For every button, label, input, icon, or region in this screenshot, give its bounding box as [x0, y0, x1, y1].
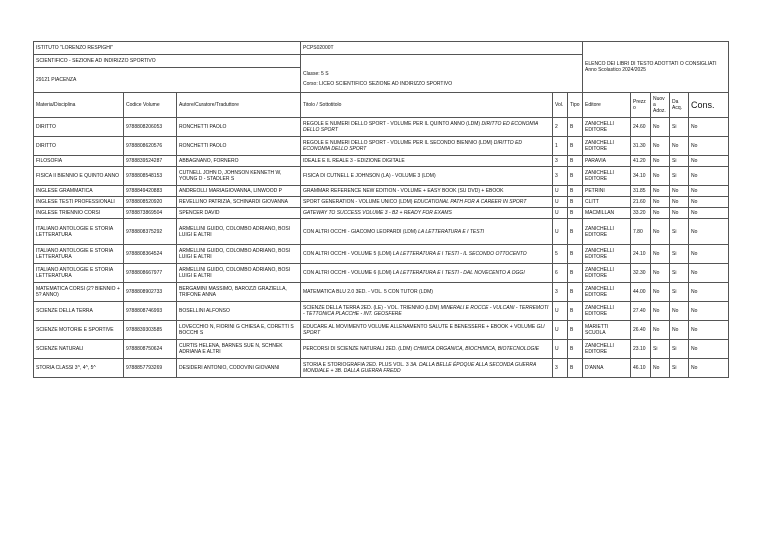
cell-publisher: ZANICHELLI EDITORE	[583, 118, 631, 137]
cell-code: 9788808746993	[124, 302, 177, 321]
col-type: Tipo	[568, 93, 583, 118]
cell-new: No	[651, 186, 670, 197]
cell-buy: Si	[670, 156, 689, 167]
cell-buy: Si	[670, 245, 689, 264]
cell-author: ABBAGNANO, FORNERO	[177, 156, 301, 167]
cell-price: 44.00	[631, 283, 651, 302]
cell-title	[301, 245, 553, 264]
header-row-1	[34, 42, 729, 55]
table-row	[34, 208, 729, 219]
cell-title	[301, 137, 553, 156]
cell-new: No	[651, 245, 670, 264]
cell-publisher: ZANICHELLI EDITORE	[583, 302, 631, 321]
cell-type: B	[568, 283, 583, 302]
cell-publisher: ZANICHELLI EDITORE	[583, 137, 631, 156]
cell-cons: No	[689, 245, 729, 264]
col-buy: Da Acq.	[670, 93, 689, 118]
subtitle-text: DIRITTO ED ECONOMIA DELLO SPORT	[303, 140, 523, 152]
cell-cons: No	[689, 156, 729, 167]
cell-price: 34.10	[631, 167, 651, 186]
cell-new: No	[651, 118, 670, 137]
cell-publisher: D'ANNA	[583, 359, 631, 378]
subtitle-text: LA LETTERATURA E I TESTI - IL SECONDO OTTOCENTO	[392, 251, 527, 257]
cell-author: REVELLINO PATRIZIA, SCHINARDI GIOVANNA	[177, 197, 301, 208]
cell-buy: No	[670, 302, 689, 321]
cell-publisher: MARIETTI SCUOLA	[583, 321, 631, 340]
cell-new: Si	[651, 340, 670, 359]
title-text: REGOLE E NUMERI DELLO SPORT - VOLUME PER IL QUINTO ANNO (LDM)	[303, 121, 481, 127]
cell-buy: Si	[670, 283, 689, 302]
cell-author: DESIDERI ANTONIO, CODOVINI GIOVANNI	[177, 359, 301, 378]
cell-cons: No	[689, 340, 729, 359]
cell-vol: 6	[553, 264, 568, 283]
cell-publisher: MACMILLAN	[583, 208, 631, 219]
cell-cons: No	[689, 118, 729, 137]
class-label: Classe: 5 S	[303, 70, 329, 77]
book-list-table	[33, 41, 729, 378]
cell-vol: U	[553, 197, 568, 208]
cell-type: B	[568, 264, 583, 283]
table-row	[34, 264, 729, 283]
cell-title	[301, 321, 553, 340]
cell-cons: No	[689, 219, 729, 245]
col-subject: Materia/Disciplina	[34, 93, 124, 118]
table-row	[34, 321, 729, 340]
cell-subject: STORIA CLASSI 3^, 4^, 5^	[34, 359, 124, 378]
cell-cons: No	[689, 208, 729, 219]
cell-cons: No	[689, 321, 729, 340]
title-text: SCIENZE DELLA TERRA 2ED. (LE) - VOL. TRIENNIO (LDM)	[303, 305, 440, 311]
cell-buy: No	[670, 208, 689, 219]
cell-code: 9788839303585	[124, 321, 177, 340]
cell-code: 9788808364524	[124, 245, 177, 264]
cell-subject: ITALIANO ANTOLOGIE E STORIA LETTERATURA	[34, 245, 124, 264]
list-title: ELENCO DEI LIBRI DI TESTO ADOTTATI O CONSIGLIATI	[585, 61, 717, 67]
cell-price: 7.80	[631, 219, 651, 245]
title-text: CON ALTRI OCCHI - VOLUME 5 (LDM)	[303, 251, 392, 257]
cell-author: ARMELLINI GUIDO, COLOMBO ADRIANO, BOSI LUIGI E ALTRI	[177, 219, 301, 245]
subtitle-text: LA LETTERATURA E I TESTI	[418, 228, 485, 235]
cell-publisher: ZANICHELLI EDITORE	[583, 283, 631, 302]
title-text: MATEMATICA BLU 2.0 3ED. - VOL. 5 CON TUTOR (LDM)	[303, 289, 433, 295]
cell-vol: 3	[553, 156, 568, 167]
cell-price: 33.20	[631, 208, 651, 219]
col-code: Codice Volume	[124, 93, 177, 118]
cell-subject: DIRITTO	[34, 137, 124, 156]
cell-subject: ITALIANO ANTOLOGIE E STORIA LETTERATURA	[34, 219, 124, 245]
cell-title	[301, 208, 553, 219]
cell-author: ARMELLINI GUIDO, COLOMBO ADRIANO, BOSI LUIGI E ALTRI	[177, 264, 301, 283]
cell-buy: Si	[670, 340, 689, 359]
cell-author: SPENCER DAVID	[177, 208, 301, 219]
cell-buy: No	[670, 321, 689, 340]
cell-type: B	[568, 197, 583, 208]
cell-cons: No	[689, 264, 729, 283]
cell-code: 9788808520920	[124, 197, 177, 208]
cell-cons: No	[689, 186, 729, 197]
cell-new: No	[651, 167, 670, 186]
cell-publisher: PARAVIA	[583, 156, 631, 167]
cell-subject: FISICA II BIENNIO E QUINTO ANNO	[34, 167, 124, 186]
cell-type: B	[568, 118, 583, 137]
cell-type: B	[568, 321, 583, 340]
title-text: PERCORSI DI SCIENZE NATURALI 2ED. (LDM)	[303, 346, 413, 352]
cell-code: 9788808375292	[124, 219, 177, 245]
col-publisher: Editore	[583, 93, 631, 118]
school-name: ISTITUTO "LORENZO RESPIGHI"	[34, 42, 301, 55]
cell-vol: 1	[553, 137, 568, 156]
subtitle-text: MINERALI E ROCCE - VULCANI - TERREMOTI - TETTONICA PLACCHE - INT. GEOSFERE	[303, 305, 549, 317]
cell-new: No	[651, 137, 670, 156]
subtitle-text: GLI SPORT	[303, 324, 545, 336]
cell-price: 27.40	[631, 302, 651, 321]
cell-author: ARMELLINI GUIDO, COLOMBO ADRIANO, BOSI LUIGI E ALTRI	[177, 245, 301, 264]
cell-cons: No	[689, 302, 729, 321]
cell-new: No	[651, 208, 670, 219]
cell-cons: No	[689, 359, 729, 378]
cell-vol: U	[553, 302, 568, 321]
cell-title	[301, 197, 553, 208]
cell-price: 21.60	[631, 197, 651, 208]
cell-publisher: ZANICHELLI EDITORE	[583, 219, 631, 245]
cell-type: B	[568, 245, 583, 264]
cell-type: B	[568, 167, 583, 186]
cell-price: 32.30	[631, 264, 651, 283]
table-row	[34, 137, 729, 156]
book-rows	[34, 118, 729, 378]
cell-author: RONCHETTI PAOLO	[177, 118, 301, 137]
cell-price: 24.10	[631, 245, 651, 264]
cell-vol: U	[553, 208, 568, 219]
cell-author: ANDREOLLI MARIAGIOVANNA, LINWOOD P	[177, 186, 301, 197]
subtitle-text: CHIMICA ORGANICA, BIOCHIMICA, BIOTECNOLOGIE	[413, 346, 540, 352]
cell-publisher: CLITT	[583, 197, 631, 208]
table-row	[34, 156, 729, 167]
cell-code: 9788808206053	[124, 118, 177, 137]
cell-subject: SCIENZE DELLA TERRA	[34, 302, 124, 321]
cell-vol: U	[553, 340, 568, 359]
class-cell	[301, 55, 583, 93]
cell-title	[301, 340, 553, 359]
title-text: REGOLE E NUMERI DELLO SPORT - VOLUME PER IL SECONDO BIENNIO (LDM)	[303, 140, 493, 146]
cell-type: B	[568, 156, 583, 167]
cell-title	[301, 156, 553, 167]
table-row	[34, 167, 729, 186]
cell-price: 24.60	[631, 118, 651, 137]
book-list-sheet	[33, 41, 728, 378]
cell-cons: No	[689, 197, 729, 208]
cell-buy: No	[670, 137, 689, 156]
col-new: Nuova Adoz.	[651, 93, 670, 118]
cell-subject: ITALIANO ANTOLOGIE E STORIA LETTERATURA	[34, 264, 124, 283]
cell-code: 9788808548153	[124, 167, 177, 186]
cell-new: No	[651, 359, 670, 378]
cell-type: B	[568, 137, 583, 156]
column-header-row	[34, 93, 729, 118]
cell-type: B	[568, 340, 583, 359]
cell-cons: No	[689, 137, 729, 156]
cell-code: 9788808620576	[124, 137, 177, 156]
col-title: Titolo / Sottotitolo	[301, 93, 553, 118]
cell-title	[301, 186, 553, 197]
cell-code: 9788808667977	[124, 264, 177, 283]
title-text: IDEALE E IL REALE 3 - EDIZIONE DIGITALE	[303, 158, 405, 164]
cell-title	[301, 283, 553, 302]
title-text: GRAMMAR REFERENCE NEW EDITION - VOLUME + EASY BOOK (SU DVD) + EBOOK	[303, 188, 504, 194]
table-row	[34, 283, 729, 302]
cell-author: BOSELLINI ALFONSO	[177, 302, 301, 321]
cell-buy: Si	[670, 167, 689, 186]
cell-new: No	[651, 219, 670, 245]
cell-title	[301, 264, 553, 283]
cell-code: 9788808902733	[124, 283, 177, 302]
school-type: SCIENTIFICO - SEZIONE AD INDIRIZZO SPORTIVO	[34, 55, 301, 68]
cell-buy: Si	[670, 359, 689, 378]
cell-title	[301, 118, 553, 137]
cell-title	[301, 167, 553, 186]
cell-vol: 5	[553, 245, 568, 264]
table-row	[34, 118, 729, 137]
cell-publisher: ZANICHELLI EDITORE	[583, 264, 631, 283]
cell-buy: Si	[670, 118, 689, 137]
cell-vol: U	[553, 186, 568, 197]
cell-new: No	[651, 156, 670, 167]
col-vol: Vol.	[553, 93, 568, 118]
cell-new: No	[651, 283, 670, 302]
cell-price: 31.85	[631, 186, 651, 197]
title-text: SPORT GENERATION - VOLUME UNICO (LDM)	[303, 199, 413, 205]
cell-buy: No	[670, 197, 689, 208]
cell-type: B	[568, 219, 583, 245]
table-row	[34, 186, 729, 197]
table-row	[34, 245, 729, 264]
cell-vol: U	[553, 321, 568, 340]
school-city: 29121 PIACENZA	[34, 68, 301, 93]
cell-subject: SCIENZE MOTORIE E SPORTIVE	[34, 321, 124, 340]
col-cons: Cons.	[689, 93, 729, 118]
table-row	[34, 359, 729, 378]
cell-type: B	[568, 186, 583, 197]
subtitle-text: GATEWAY TO SUCCESS VOLUME 3 - B2 + READY FOR EXAMS	[303, 210, 452, 216]
title-text: CON ALTRI OCCHI - GIACOMO LEOPARDI (LDM)	[303, 228, 417, 235]
cell-publisher: ZANICHELLI EDITORE	[583, 167, 631, 186]
subtitle-text: LA LETTERATURA E I TESTI - DAL NOVECENTO A OGGI	[392, 270, 525, 276]
subtitle-text: EDUCATIONAL PATH FOR A CAREER IN SPORT	[413, 199, 527, 205]
cell-author: BERGAMINI MASSIMO, BAROZZI GRAZIELLA, TRIFONE ANNA	[177, 283, 301, 302]
cell-new: No	[651, 264, 670, 283]
cell-price: 26.40	[631, 321, 651, 340]
course-label: Corso: LICEO SCIENTIFICO SEZIONE AD INDIRIZZO SPORTIVO	[303, 80, 453, 87]
subtitle-text: 3A. DALLA BELLE ÉPOQUE ALLA SECONDA GUERRA MONDIALE + 3B. DALLA GUERRA FREDD	[303, 362, 537, 374]
title-text: CON ALTRI OCCHI - VOLUME 6 (LDM)	[303, 270, 392, 276]
list-info-cell	[583, 42, 729, 93]
cell-buy: Si	[670, 219, 689, 245]
cell-vol: 2	[553, 118, 568, 137]
cell-cons: No	[689, 283, 729, 302]
cell-type: B	[568, 302, 583, 321]
cell-new: No	[651, 197, 670, 208]
table-row	[34, 219, 729, 245]
cell-vol: U	[553, 219, 568, 245]
table-row	[34, 302, 729, 321]
cell-subject: INGLESE TRIENNIO CORSI	[34, 208, 124, 219]
table-row	[34, 197, 729, 208]
cell-code: 9788857793269	[124, 359, 177, 378]
cell-cons: No	[689, 167, 729, 186]
school-code: PCPS02000T	[301, 42, 583, 55]
cell-author: RONCHETTI PAOLO	[177, 137, 301, 156]
cell-publisher: PETRINI	[583, 186, 631, 197]
cell-publisher: ZANICHELLI EDITORE	[583, 340, 631, 359]
cell-buy: Si	[670, 264, 689, 283]
cell-price: 31.30	[631, 137, 651, 156]
title-text: EDUCARE AL MOVIMENTO VOLUME ALLENAMENTO SALUTE E BENESSERE + EBOOK + VOLUME	[303, 324, 536, 330]
title-text: FISICA DI CUTNELL E JOHNSON (LA) - VOLUME 3 (LDM)	[303, 173, 436, 179]
cell-vol: 3	[553, 167, 568, 186]
cell-code: 9788808750624	[124, 340, 177, 359]
title-text: STORIA E STORIOGRAFIA 2ED. PLUS VOL. 3	[303, 362, 409, 368]
cell-subject: DIRITTO	[34, 118, 124, 137]
cell-title	[301, 302, 553, 321]
cell-publisher: ZANICHELLI EDITORE	[583, 245, 631, 264]
cell-vol: 3	[553, 283, 568, 302]
cell-subject: SCIENZE NATURALI	[34, 340, 124, 359]
cell-title	[301, 219, 553, 245]
table-row	[34, 340, 729, 359]
cell-code: 9788849420883	[124, 186, 177, 197]
cell-new: No	[651, 302, 670, 321]
cell-buy: No	[670, 186, 689, 197]
cell-author: CURTIS HELENA, BARNES SUE N, SCHNEK ADRIANA E ALTRI	[177, 340, 301, 359]
col-price: Prezzo	[631, 93, 651, 118]
cell-code: 9788873869504	[124, 208, 177, 219]
cell-price: 23.10	[631, 340, 651, 359]
cell-type: B	[568, 208, 583, 219]
cell-price: 46.10	[631, 359, 651, 378]
cell-subject: INGLESE TESTI PROFESSIONALI	[34, 197, 124, 208]
col-author: Autore/Curatore/Traduttore	[177, 93, 301, 118]
cell-code: 9788839524287	[124, 156, 177, 167]
subtitle-text: DIRITTO ED ECONOMIA DELLO SPORT	[303, 121, 539, 133]
cell-subject: INGLESE GRAMMATICA	[34, 186, 124, 197]
cell-subject: MATEMATICA CORSI (2? BIENNIO + 5? ANNO)	[34, 283, 124, 302]
cell-title	[301, 359, 553, 378]
cell-author: LOVECCHIO N, FIORINI G CHIESA E, CORETTI S BOCCHI S	[177, 321, 301, 340]
school-year: Anno Scolastico 2024/2025	[585, 67, 646, 73]
cell-vol: 3	[553, 359, 568, 378]
cell-type: B	[568, 359, 583, 378]
cell-price: 41.20	[631, 156, 651, 167]
cell-author: CUTNELL JOHN D, JOHNSON KENNETH W, YOUNG D - STADLER S	[177, 167, 301, 186]
cell-new: No	[651, 321, 670, 340]
cell-subject: FILOSOFIA	[34, 156, 124, 167]
